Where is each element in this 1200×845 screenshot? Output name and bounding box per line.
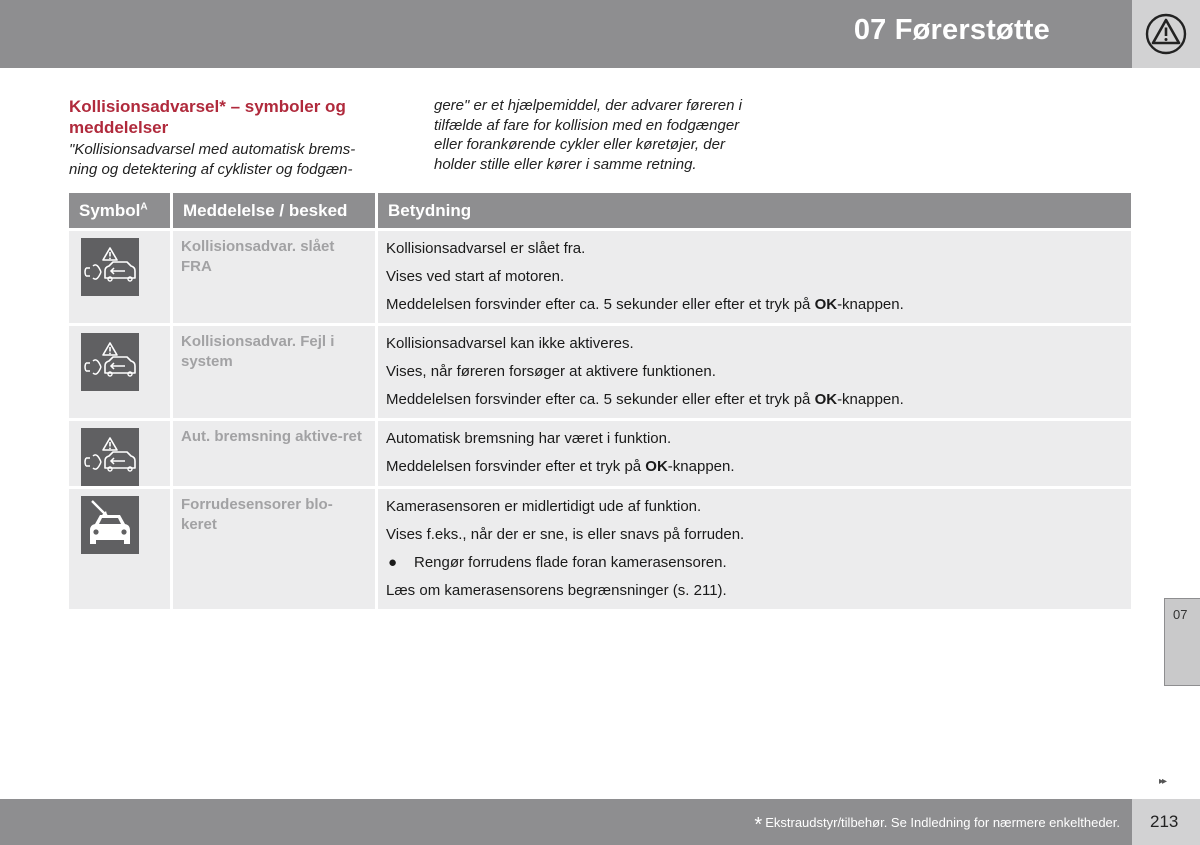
header-meaning: Betydning <box>378 193 1131 228</box>
chapter-title: 07 Førerstøtte <box>853 14 1050 46</box>
intro-line: holder stille eller kører i samme retning. <box>434 155 697 173</box>
table-header-row <box>69 193 1131 228</box>
symbol-cell <box>69 418 173 486</box>
page-number: 213 <box>1150 812 1179 831</box>
table-row <box>69 486 1131 609</box>
footnote-star: * <box>754 814 763 836</box>
meaning-cell <box>378 486 1131 609</box>
message-cell: Kollisionsadvar. Fejl i system <box>173 323 378 418</box>
message-cell: Forrudesensorer blo-keret <box>173 486 378 609</box>
meaning-line: Meddelelsen forsvinder efter et tryk på OK-knappen. <box>386 458 735 475</box>
meaning-line: Kollisionsadvarsel kan ikke aktiveres. <box>386 335 634 352</box>
header-bar <box>0 0 1132 68</box>
meaning-cell <box>378 323 1131 418</box>
footnote-marker: A <box>140 200 148 212</box>
symbol-cell <box>69 228 173 323</box>
meaning-line: Kollisionsadvarsel er slået fra. <box>386 240 586 257</box>
collision-warning-icon <box>81 333 139 391</box>
intro-line: ning og detektering af cyklister og fodgæn- <box>69 160 353 178</box>
header-message: Meddelelse / besked <box>173 193 378 228</box>
footnote-text: Ekstraudstyr/tilbehør. Se Indledning for nærmere enkeltheder. <box>765 815 1120 830</box>
chapter-side-tab-label: 07 <box>1173 607 1188 622</box>
meaning-line: Meddelelsen forsvinder efter ca. 5 sekunder eller efter et tryk på OK-knappen. <box>386 391 904 408</box>
header-symbol: Symbol$^A$ <box>69 193 173 228</box>
meaning-line: Kamerasensoren er midlertidigt ude af funktion. <box>386 498 702 515</box>
bullet-icon: ● <box>388 554 398 571</box>
message-cell: Aut. bremsning aktive-ret <box>173 418 378 486</box>
table-row <box>69 418 1131 486</box>
meaning-line: Automatisk bremsning har været i funktion. <box>386 430 672 447</box>
table-row <box>69 323 1131 418</box>
intro-line: eller forankørende cykler eller køretøjer, der <box>434 136 725 153</box>
intro-line: gere" er et hjælpemiddel, der advarer føreren i <box>434 97 742 114</box>
collision-warning-icon <box>81 238 139 296</box>
meaning-line: Vises ved start af motoren. <box>386 268 565 285</box>
next-page-arrow-icon: ▸▸ <box>1159 776 1166 787</box>
meaning-line: Vises, når føreren forsøger at aktivere funktionen. <box>386 363 716 380</box>
chapter-side-tab[interactable] <box>1164 598 1200 686</box>
section-heading: Kollisionsadvarsel* – symboler og meddelelser <box>69 97 346 137</box>
messages-table <box>69 193 1131 609</box>
bullet-text: Rengør forrudens flade foran kamerasensoren. <box>414 554 727 571</box>
footnote <box>754 814 1120 837</box>
intro-text-left <box>69 140 399 179</box>
warning-triangle-icon <box>1144 12 1188 56</box>
meaning-line: Meddelelsen forsvinder efter ca. 5 sekunder eller efter et tryk på OK-knappen. <box>386 296 904 313</box>
meaning-cell <box>378 228 1131 323</box>
collision-warning-icon <box>81 428 139 486</box>
intro-line: "Kollisionsadvarsel med automatisk brems- <box>69 141 356 158</box>
meaning-line: Vises f.eks., når der er sne, is eller snavs på forruden. <box>386 526 745 543</box>
ok-button-label: OK <box>814 296 838 313</box>
symbol-cell <box>69 323 173 418</box>
intro-text-right <box>434 96 794 174</box>
ok-button-label: OK <box>645 458 668 475</box>
page-number-box <box>1132 799 1200 845</box>
table-row <box>69 228 1131 323</box>
meaning-cell <box>378 418 1131 486</box>
intro-line: tilfælde af fare for kollision med en fodgænger <box>434 116 740 134</box>
header-icon-tab <box>1132 0 1200 68</box>
message-cell: Kollisionsadvar. slået FRA <box>173 228 378 323</box>
bullet-item <box>386 549 1123 577</box>
camera-sensor-blocked-icon <box>81 496 139 554</box>
ok-button-label: OK <box>814 391 838 408</box>
symbol-cell <box>69 486 173 609</box>
meaning-line: Læs om kamerasensorens begrænsninger (s. 211). <box>386 582 727 599</box>
footer-bar <box>0 799 1132 845</box>
